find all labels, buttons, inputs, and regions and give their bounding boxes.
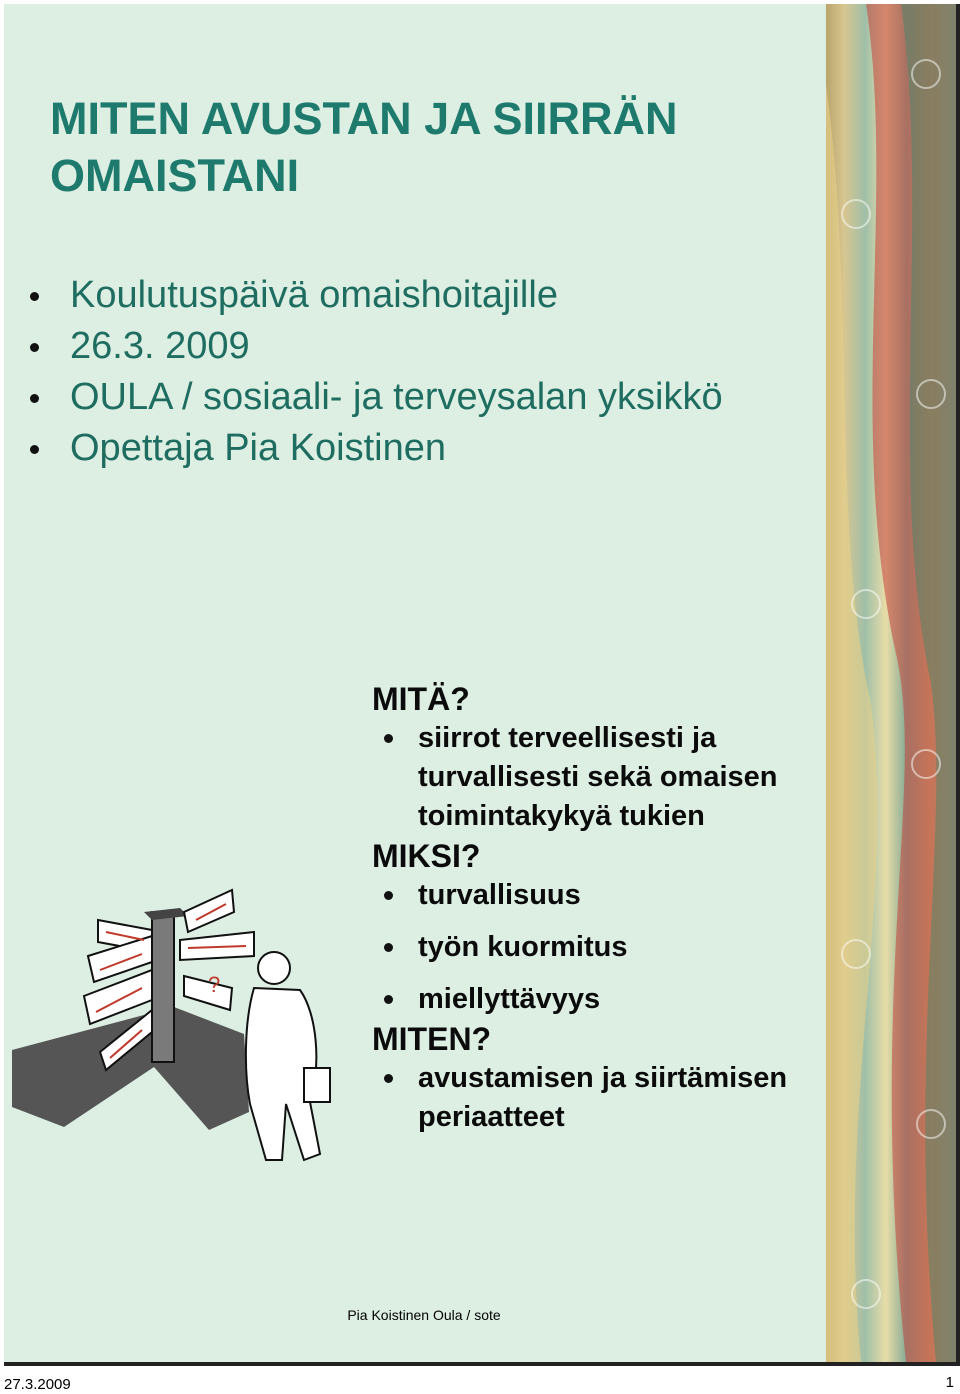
title-line-1: MITEN AVUSTAN JA SIIRRÄN <box>50 93 678 144</box>
intro-item: Opettaja Pia Koistinen <box>30 423 723 474</box>
decorative-side-panel <box>826 4 956 1362</box>
slide <box>4 4 960 1366</box>
slide-title <box>50 90 678 204</box>
list-item: miellyttävyys <box>372 980 812 1019</box>
signpost-pole <box>152 912 174 1062</box>
slide-footer: Pia Koistinen Oula / sote <box>347 1307 501 1323</box>
section-heading-mita: MITÄ? <box>372 681 470 717</box>
list-item: työn kuormitus <box>372 928 812 967</box>
intro-item: Koulutuspäivä omaishoitajille <box>30 270 723 321</box>
signpost-cap <box>144 908 188 920</box>
page-date: 27.3.2009 <box>4 1376 71 1393</box>
question-mark: ? <box>208 972 221 997</box>
list-miten <box>372 1059 812 1137</box>
section-heading-miten: MITEN? <box>372 1021 492 1057</box>
list-miksi <box>372 876 812 1019</box>
decorative-pattern-icon <box>826 4 956 1362</box>
list-mita <box>372 719 812 836</box>
intro-list <box>30 270 723 474</box>
list-item: siirrot terveellisesti ja turvallisesti sekä omaisen toimintakykyä tukien <box>372 719 812 836</box>
section-heading-miksi: MIKSI? <box>372 838 481 874</box>
page-number: 1 <box>945 1374 954 1391</box>
signpost-illustration <box>4 872 344 1172</box>
content-block <box>372 679 812 1137</box>
list-item: avustamisen ja siirtämisen periaatteet <box>372 1059 812 1137</box>
shadow-shape <box>12 1007 249 1130</box>
list-item: turvallisuus <box>372 876 812 915</box>
intro-item: OULA / sosiaali- ja terveysalan yksikkö <box>30 372 723 423</box>
title-line-2: OMAISTANI <box>50 150 300 201</box>
intro-item: 26.3. 2009 <box>30 321 723 372</box>
person-figure <box>246 952 330 1160</box>
